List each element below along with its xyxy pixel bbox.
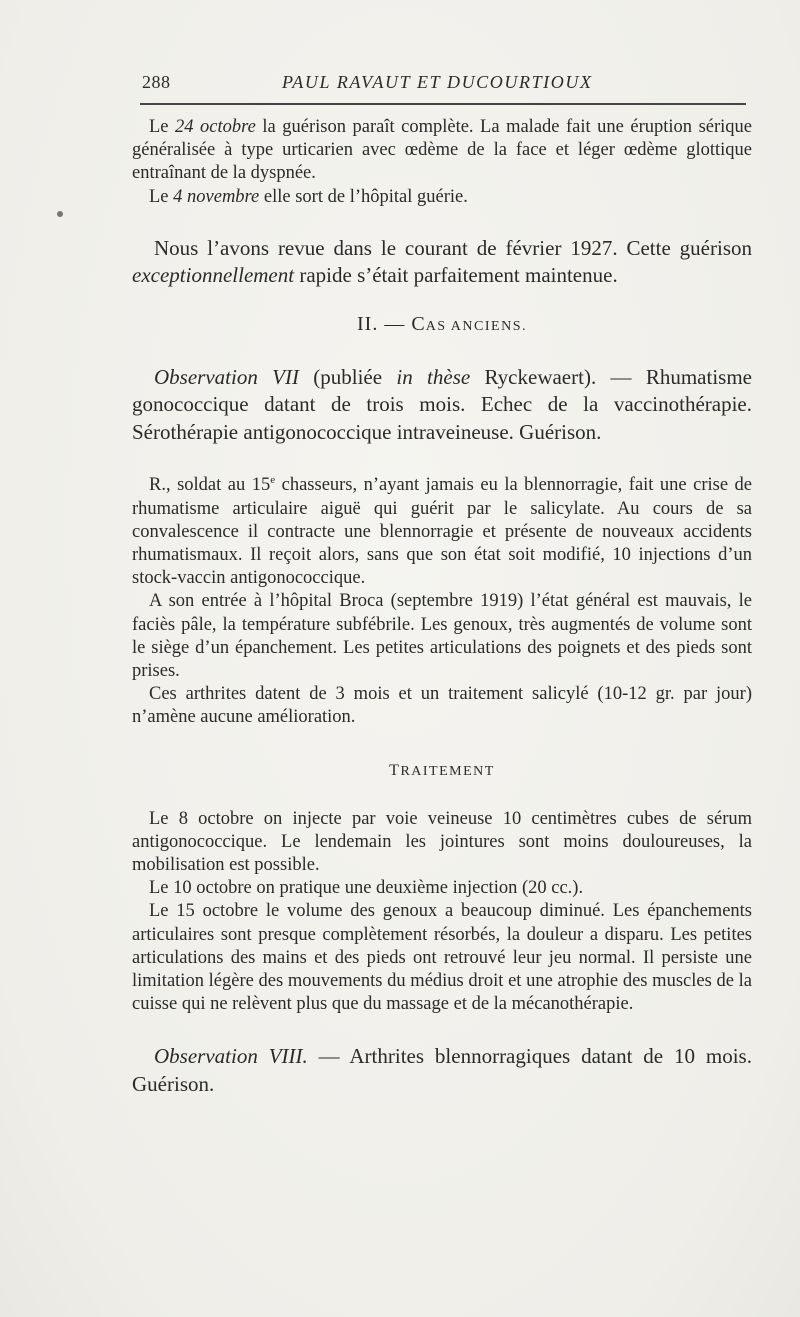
section-heading-cas-anciens: II. — CAS ANCIENS.: [357, 312, 527, 335]
date-24-octobre: 24 octobre: [175, 117, 256, 137]
observation-viii-title: Observation VIII.: [154, 1044, 308, 1069]
page-header: [132, 72, 752, 96]
traitement-paragraph-1: Le 8 octobre on injecte par voie veineuse 10 centimètres cubes de sérum antigonococcique. Le lendemain les jointures sont moins douloureuses, la mobilisation est possible.: [132, 808, 752, 875]
traitement-heading: TRAITEMENT: [389, 761, 495, 779]
page-body: [132, 116, 752, 1098]
paragraph-24-octobre: Le 24 octobre la guérison paraît complète. La malade fait une éruption sérique généralisée à type urticarien avec œdème de la face et léger œdème glottique entraînant de la dyspnée.: [132, 117, 752, 184]
observation-vii-title: Observation VII: [154, 364, 299, 389]
case-paragraph-3: Ces arthrites datent de 3 mois et un traitement salicylé (10-12 gr. par jour) n’amène aucune amélioration.: [132, 684, 752, 728]
paragraph-revue-fevrier: Nous l’avons revue dans le courant de février 1927. Cette guérison exceptionnellement rapide s’était parfaitement maintenue.: [132, 235, 752, 288]
paragraph-4-novembre: Le 4 novembre elle sort de l’hôpital guérie.: [149, 186, 468, 207]
running-title: PAUL RAVAUT ET DUCOURTIOUX: [282, 72, 593, 92]
traitement-paragraph-3: Le 15 octobre le volume des genoux a beaucoup diminué. Les épanchements articulaires sont presque complètement résorbés, la douleur a disparu. Les petites articulations des mains et des pieds ont retrouvé leur jeu normal. Il persiste une limitation légère des mouvements du médius droit et une atrophie des muscles de la cuisse qui ne relèvent plus que du massage et de la mécanothérapie.: [132, 901, 752, 1015]
case-paragraph-2: A son entrée à l’hôpital Broca (septembre 1919) l’état général est mauvais, le faciès pâle, la température subfébrile. Les genoux, très augmentés de volume sont le siège d’un épanchement. Les petites articulations des poignets et des pieds sont prises.: [132, 591, 752, 681]
traitement-paragraph-2: Le 10 octobre on pratique une deuxième injection (20 cc.).: [149, 878, 584, 899]
case-paragraph-1: R., soldat au 15e chasseurs, n’ayant jamais eu la blennorragie, fait une crise de rhumatisme articulaire aiguë qui guérit par le salicylate. Au cours de sa convalescence il contracte une blennorragie et présente de nouveaux accidents rhumatismaux. Il reçoit alors, sans que son état soit modifié, 10 injections d’un stock-vaccin antigonococcique.: [132, 474, 753, 589]
observation-vii-heading: Observation VII (publiée in thèse Ryckewaert). — Rhumatisme gonococcique datant de trois mois. Echec de la vaccinothérapie. Sérothérapie antigonococcique intraveineuse. Guérison.: [132, 364, 752, 444]
page-number: 288: [142, 72, 171, 92]
margin-mark: [57, 211, 63, 217]
date-4-novembre: 4 novembre: [173, 186, 260, 207]
header-rule: [140, 103, 746, 105]
observation-viii-heading: Observation VIII. — Arthrites blennorragiques datant de 10 mois. Guérison.: [132, 1044, 752, 1096]
